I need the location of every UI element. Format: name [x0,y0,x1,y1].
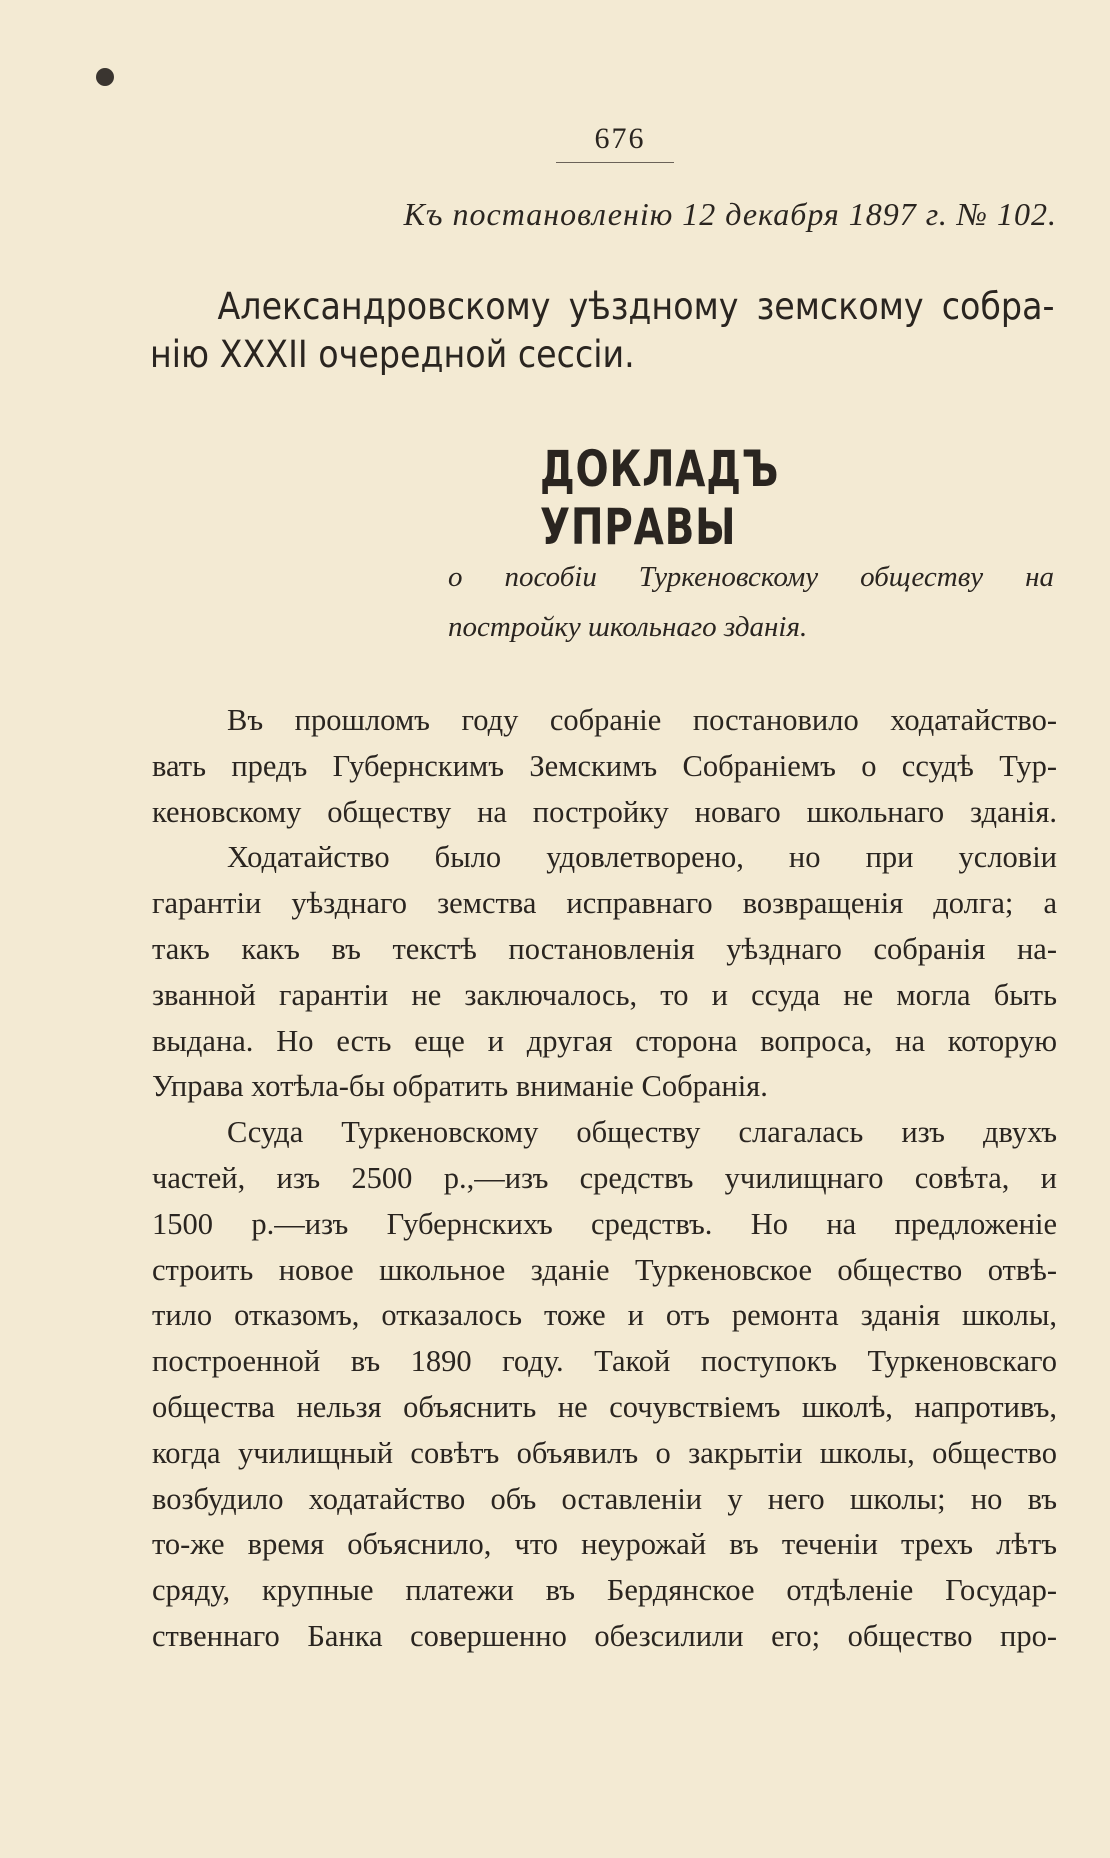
body-line: званной гарантіи не заключалось, то и ссуда не могла быть [152,977,1057,1012]
body-line: Ходатайство было удовлетворено, но при условіи [227,840,1057,875]
body-line: возбудило ходатайство объ оставленіи у него школы; но въ [152,1481,1057,1516]
body-line: Въ прошломъ году собраніе постановило ходатайство- [227,703,1057,737]
body-line: тило отказомъ, отказалось тоже и отъ ремонта зданія школы, [152,1298,1057,1333]
page-number: 676 [594,122,646,155]
body-line: кеновскому обществу на постройку новаго школьнаго зданія. [152,794,1057,829]
page-number-rule [556,162,674,163]
resolution-reference: Къ постановленію 12 декабря 1897 г. № 102. [403,196,1057,232]
body-line: вать предъ Губернскимъ Земскимъ Собраніемъ о ссудѣ Тур- [152,748,1057,783]
body-line: то-же время объяснило, что неурожай въ теченіи трехъ лѣтъ [152,1527,1057,1562]
body-line: 1500 р.—изъ Губернскихъ средствъ. Но на предложеніе [152,1206,1057,1241]
addressee-heading [150,283,1055,379]
body-line: построенной въ 1890 году. Такой поступокъ Туркеновскаго [152,1344,1057,1379]
body-line: такъ какъ въ текстѣ постановленія уѣзднаго собранія на- [152,931,1057,966]
body-line: когда училищный совѣтъ объявилъ о закрытіи школы, общество [152,1435,1057,1470]
body-line: Управа хотѣла-бы обратить вниманіе Собранія. [152,1069,768,1104]
subtitle-line-1: о пособіи Туркеновскому обществу на [448,561,1054,593]
report-subtitle [448,552,1054,652]
body-line: Ссуда Туркеновскому обществу слагалась изъ двухъ [227,1115,1057,1150]
addressee-line-2: нію XXXII очередной сессіи. [150,333,635,376]
body-line: частей, изъ 2500 р.,—изъ средствъ училищнаго совѣта, и [152,1160,1057,1195]
ink-blot [96,68,114,86]
body-line: сряду, крупные платежи въ Бердянское отдѣленіе Государ- [152,1573,1057,1608]
report-body [152,698,1057,1660]
body-line: ственнаго Банка совершенно обезсилили его; общество про- [152,1618,1057,1653]
body-line: общества нельзя объяснить не сочувствіемъ школѣ, напротивъ, [152,1389,1057,1424]
body-line: строить новое школьное зданіе Туркеновское общество отвѣ- [152,1252,1057,1287]
body-line: выдана. Но есть еще и другая сторона вопроса, на которую [152,1023,1057,1058]
body-line: гарантіи уѣзднаго земства исправнаго возвращенія долга; а [152,886,1057,921]
addressee-line-1: Александровскому уѣздному земскому собра- [217,285,1055,328]
subtitle-line-2: постройку школьнаго зданія. [448,611,808,643]
report-title: ДОКЛАДЪ УПРАВЫ [540,440,780,556]
